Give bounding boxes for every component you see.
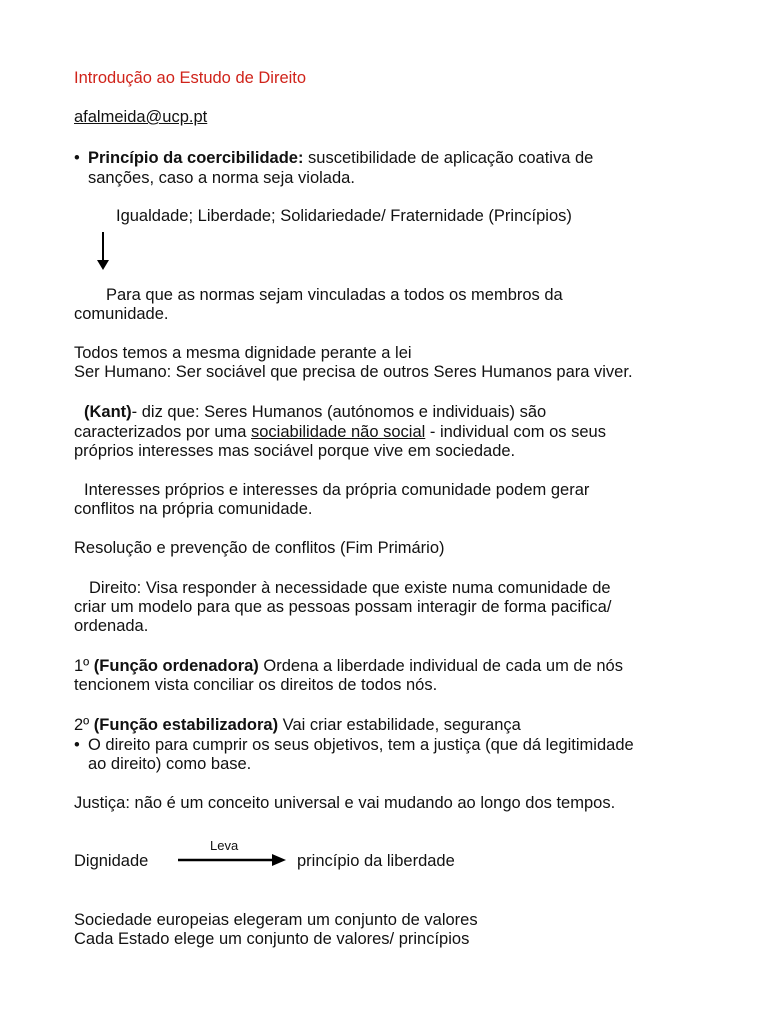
kant-line-1 [84, 402, 546, 422]
coercibilidade-line-2: sanções, caso a norma seja violada. [88, 169, 355, 187]
dignidade-line: Todos temos a mesma dignidade perante a lei [74, 344, 412, 362]
bullet-marker: • [74, 149, 80, 167]
principios-line: Igualdade; Liberdade; Solidariedade/ Fraternidade (Princípios) [116, 207, 572, 225]
funcao-1-line-2: tencionem vista conciliar os direitos de todos nós. [74, 676, 438, 694]
kant-term: (Kant) [84, 403, 132, 421]
funcao-2-term: (Função estabilizadora) [93, 716, 279, 734]
funcao-2-text: Vai criar estabilidade, segurança [278, 716, 521, 734]
kant-text: - diz que: Seres Humanos (autónomos e individuais) são [131, 403, 547, 421]
objetivos-line-1: O direito para cumprir os seus objetivos, tem a justiça (que dá legitimidade [88, 736, 634, 754]
sociabilidade-term: sociabilidade não social [251, 423, 426, 441]
direito-line-1: Direito: Visa responder à necessidade que existe numa comunidade de [89, 579, 611, 597]
coercibilidade-definition: suscetibilidade de aplicação coativa de [303, 149, 594, 167]
kant-line-3: próprios interesses mas sociável porque vive em sociedade. [74, 442, 516, 460]
normas-line-2: comunidade. [74, 305, 169, 323]
resolucao-line: Resolução e prevenção de conflitos (Fim Primário) [74, 539, 445, 557]
interesses-line-1: Interesses próprios e interesses da própria comunidade podem gerar [84, 481, 590, 499]
funcao-1-line-1 [74, 656, 623, 676]
arrow-right-icon [176, 852, 288, 868]
funcao-1-term: (Função ordenadora) [93, 657, 259, 675]
kant-line-2-post: - individual com os seus [425, 423, 606, 441]
normas-line-1: Para que as normas sejam vinculadas a todos os membros da [106, 286, 563, 304]
arrow-label: Leva [210, 838, 239, 853]
kant-line-2 [74, 422, 606, 442]
funcao-2-line [74, 715, 521, 735]
funcao-1-number: 1º [74, 657, 94, 675]
arrow-down-icon [96, 232, 110, 272]
estado-line: Cada Estado elege um conjunto de valores/ princípios [74, 930, 470, 948]
funcao-2-number: 2º [74, 716, 94, 734]
direito-line-3: ordenada. [74, 617, 149, 635]
diagram-left-node: Dignidade [74, 852, 149, 870]
justica-line: Justiça: não é um conceito universal e vai mudando ao longo dos tempos. [74, 794, 616, 812]
funcao-1-text: Ordena a liberdade individual de cada um de nós [258, 657, 623, 675]
sociedade-line: Sociedade europeias elegeram um conjunto de valores [74, 911, 478, 929]
document-title: Introdução ao Estudo de Direito [74, 69, 307, 87]
kant-line-2-pre: caracterizados por uma [74, 423, 251, 441]
coercibilidade-line-1 [88, 148, 593, 168]
interesses-line-2: conflitos na própria comunidade. [74, 500, 313, 518]
diagram-right-node: princípio da liberdade [297, 852, 455, 870]
ser-humano-line: Ser Humano: Ser sociável que precisa de outros Seres Humanos para viver. [74, 363, 633, 381]
bullet-marker: • [74, 736, 80, 754]
email-link[interactable]: afalmeida@ucp.pt [74, 108, 208, 126]
direito-line-2: criar um modelo para que as pessoas possam interagir de forma pacifica/ [74, 598, 612, 616]
objetivos-line-2: ao direito) como base. [88, 755, 252, 773]
coercibilidade-term: Princípio da coercibilidade: [88, 149, 304, 167]
